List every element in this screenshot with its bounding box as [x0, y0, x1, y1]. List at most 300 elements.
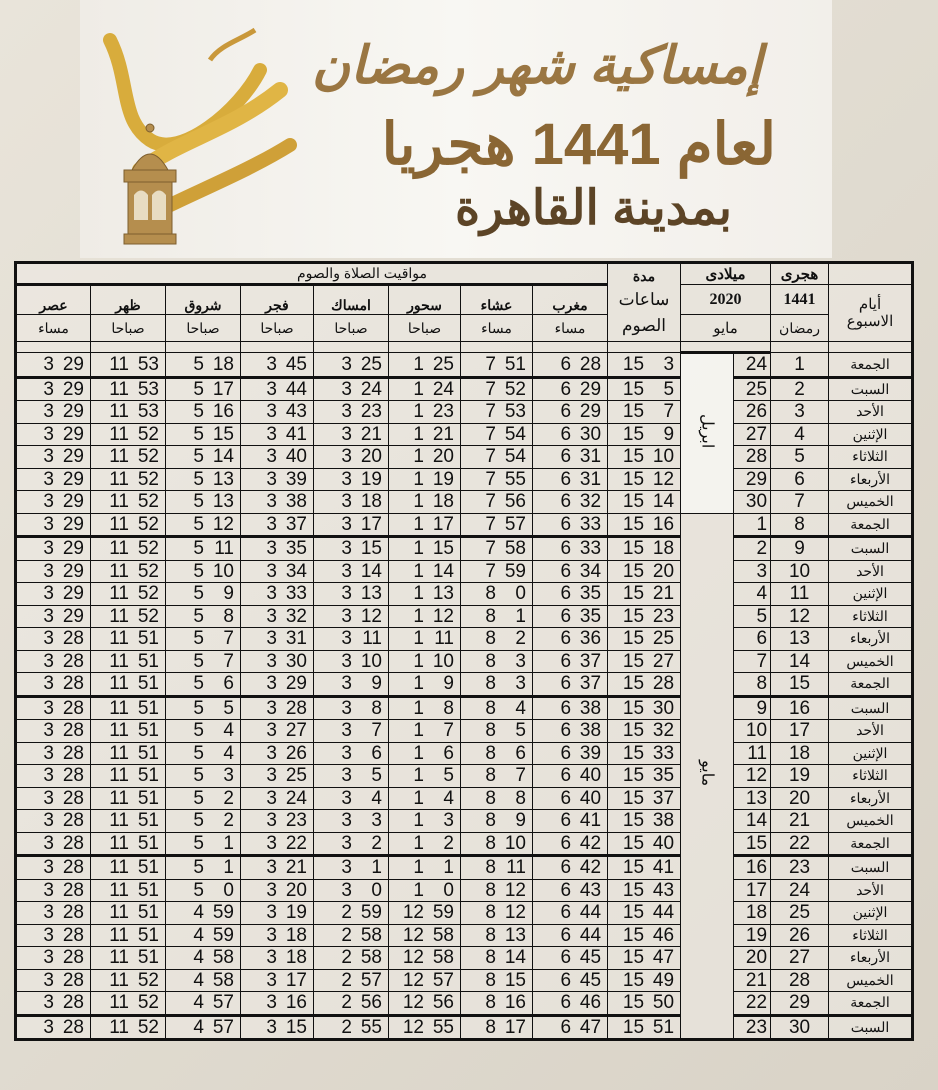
- sunrise-minute: 16: [212, 401, 234, 423]
- isha-hour: 7: [485, 491, 496, 513]
- weekday-header-line1: أيام: [858, 296, 882, 313]
- suhoor-time-cell: [389, 423, 461, 446]
- imsak-hour: 3: [341, 832, 352, 854]
- hijri-day-cell: 14: [771, 650, 829, 673]
- sunrise-hour: 5: [193, 538, 204, 560]
- dhuhr-time-cell: [91, 468, 166, 491]
- isha-hour: 7: [485, 446, 496, 468]
- imsak-hour: 3: [341, 650, 352, 672]
- maghrib-minute: 38: [579, 697, 602, 719]
- maghrib-hour: 6: [560, 560, 572, 582]
- maghrib-hour: 6: [560, 810, 572, 832]
- asr-hour: 3: [43, 902, 54, 924]
- dhuhr-hour: 11: [109, 423, 129, 445]
- fajr-minute: 34: [285, 560, 307, 582]
- maghrib-time-cell: [533, 673, 608, 697]
- isha-hour: 8: [485, 810, 496, 832]
- maghrib-hour: 6: [560, 353, 572, 375]
- suhoor-minute: 17: [432, 513, 454, 535]
- asr-minute: 28: [62, 857, 84, 879]
- imsak-minute: 56: [360, 992, 382, 1014]
- sunrise-time-cell: [166, 787, 241, 810]
- suhoor-time-cell: [389, 513, 461, 537]
- asr-hour: 3: [43, 560, 54, 582]
- isha-time-cell: [461, 947, 533, 970]
- asr-minute: 29: [62, 513, 84, 535]
- fajr-minute: 18: [285, 947, 307, 969]
- maghrib-time-cell: [533, 353, 608, 378]
- dhuhr-time-cell: [91, 1015, 166, 1040]
- imsak-time-cell: [314, 902, 389, 925]
- fajr-header: فجر: [241, 285, 314, 315]
- dhuhr-hour: 11: [109, 650, 129, 672]
- dhuhr-minute: 53: [137, 401, 159, 423]
- weekday-cell: الإثنين: [829, 423, 913, 446]
- maghrib-hour: 6: [560, 583, 572, 605]
- table-row: [16, 377, 913, 401]
- isha-hour: 8: [485, 902, 496, 924]
- fast-minute: 12: [652, 468, 675, 490]
- dhuhr-hour: 11: [109, 1016, 129, 1038]
- sunrise-time-cell: [166, 832, 241, 856]
- fast-minute: 51: [652, 1016, 675, 1038]
- fast-hour: 15: [622, 583, 645, 605]
- maghrib-hour: 6: [560, 491, 572, 513]
- asr-minute: 28: [62, 947, 84, 969]
- imsak-time-cell: [314, 856, 389, 880]
- fajr-hour: 3: [266, 924, 277, 946]
- dhuhr-hour: 11: [109, 902, 129, 924]
- weekday-cell: الخميس: [829, 650, 913, 673]
- dhuhr-minute: 51: [137, 673, 159, 695]
- fajr-sub: صباحا: [241, 315, 314, 342]
- maghrib-time-cell: [533, 787, 608, 810]
- fajr-time-cell: [241, 810, 314, 833]
- gregorian-day-cell: 8: [734, 673, 771, 697]
- suhoor-time-cell: [389, 720, 461, 743]
- gregorian-day-cell: 22: [734, 992, 771, 1016]
- maghrib-hour: 6: [560, 992, 572, 1014]
- fast-time-cell: [608, 696, 681, 720]
- imsak-minute: 10: [360, 650, 382, 672]
- maghrib-hour: 6: [560, 650, 572, 672]
- asr-time-cell: [16, 628, 91, 651]
- fast-hour: 15: [622, 1016, 645, 1038]
- dhuhr-time-cell: [91, 810, 166, 833]
- isha-minute: 58: [504, 538, 526, 560]
- isha-hour: 8: [485, 583, 496, 605]
- maghrib-minute: 31: [579, 446, 602, 468]
- asr-time-cell: [16, 947, 91, 970]
- maghrib-time-cell: [533, 560, 608, 583]
- hijri-year: 1441: [771, 285, 829, 315]
- maghrib-minute: 45: [579, 947, 602, 969]
- suhoor-minute: 56: [432, 992, 454, 1014]
- maghrib-minute: 35: [579, 583, 602, 605]
- dhuhr-time-cell: [91, 377, 166, 401]
- imsak-time-cell: [314, 491, 389, 514]
- weekday-cell: الأربعاء: [829, 787, 913, 810]
- maghrib-time-cell: [533, 423, 608, 446]
- weekday-cell: الثلاثاء: [829, 924, 913, 947]
- imsak-minute: 15: [360, 538, 382, 560]
- fast-time-cell: [608, 902, 681, 925]
- sunrise-hour: 4: [193, 947, 204, 969]
- fast-hour: 15: [622, 879, 645, 901]
- gregorian-day-cell: 11: [734, 742, 771, 765]
- fajr-hour: 3: [266, 947, 277, 969]
- isha-minute: 54: [504, 446, 526, 468]
- fast-minute: 47: [652, 947, 675, 969]
- asr-time-cell: [16, 673, 91, 697]
- gregorian-day-cell: 2: [734, 537, 771, 561]
- fajr-time-cell: [241, 537, 314, 561]
- hijri-day-cell: 29: [771, 992, 829, 1016]
- imsak-hour: 3: [341, 673, 352, 695]
- table-row: [16, 605, 913, 628]
- asr-hour: 3: [43, 947, 54, 969]
- fajr-hour: 3: [266, 832, 277, 854]
- asr-time-cell: [16, 537, 91, 561]
- maghrib-hour: 6: [560, 401, 572, 423]
- sunrise-hour: 5: [193, 605, 204, 627]
- sunrise-hour: 5: [193, 628, 204, 650]
- isha-hour: 8: [485, 673, 496, 695]
- imsak-time-cell: [314, 787, 389, 810]
- hijri-day-cell: 4: [771, 423, 829, 446]
- sunrise-minute: 15: [212, 423, 234, 445]
- weekday-cell: السبت: [829, 377, 913, 401]
- fajr-time-cell: [241, 468, 314, 491]
- imsak-hour: 3: [341, 697, 352, 719]
- sunrise-minute: 57: [212, 1016, 234, 1038]
- sunrise-minute: 59: [212, 902, 234, 924]
- hijri-header: هجرى: [771, 263, 829, 285]
- asr-time-cell: [16, 650, 91, 673]
- isha-minute: 3: [515, 650, 526, 672]
- asr-hour: 3: [43, 468, 54, 490]
- dhuhr-minute: 51: [137, 628, 159, 650]
- table-row: [16, 856, 913, 880]
- sunrise-hour: 5: [193, 765, 204, 787]
- sunrise-time-cell: [166, 947, 241, 970]
- isha-minute: 11: [506, 857, 526, 879]
- suhoor-hour: 1: [413, 491, 424, 513]
- hijri-day-cell: 9: [771, 537, 829, 561]
- isha-minute: 8: [515, 787, 526, 809]
- asr-minute: 28: [62, 902, 84, 924]
- fast-time-cell: [608, 377, 681, 401]
- weekday-cell: الجمعة: [829, 353, 913, 378]
- asr-time-cell: [16, 560, 91, 583]
- sunrise-time-cell: [166, 902, 241, 925]
- asr-time-cell: [16, 401, 91, 424]
- fajr-minute: 26: [285, 742, 307, 764]
- suhoor-time-cell: [389, 377, 461, 401]
- suhoor-hour: 1: [413, 650, 424, 672]
- isha-time-cell: [461, 377, 533, 401]
- fajr-hour: 3: [266, 353, 277, 375]
- dhuhr-hour: 11: [109, 879, 129, 901]
- month-april-text: ابريل: [698, 413, 716, 448]
- asr-time-cell: [16, 491, 91, 514]
- suhoor-time-cell: [389, 628, 461, 651]
- weekday-cell: الثلاثاء: [829, 765, 913, 788]
- weekday-cell: الأربعاء: [829, 628, 913, 651]
- maghrib-minute: 38: [579, 720, 602, 742]
- fajr-minute: 45: [285, 353, 307, 375]
- asr-hour: 3: [43, 992, 54, 1014]
- suhoor-minute: 11: [434, 628, 454, 650]
- hijri-day-cell: 28: [771, 969, 829, 992]
- isha-minute: 6: [515, 742, 526, 764]
- isha-time-cell: [461, 969, 533, 992]
- fajr-time-cell: [241, 491, 314, 514]
- fajr-hour: 3: [266, 673, 277, 695]
- fajr-hour: 3: [266, 446, 277, 468]
- table-row: [16, 583, 913, 606]
- suhoor-hour: 1: [413, 628, 424, 650]
- imsak-time-cell: [314, 832, 389, 856]
- asr-time-cell: [16, 468, 91, 491]
- suhoor-hour: 12: [402, 992, 424, 1014]
- dhuhr-hour: 11: [109, 924, 129, 946]
- fast-minute: 27: [652, 650, 675, 672]
- sunrise-time-cell: [166, 1015, 241, 1040]
- dhuhr-minute: 52: [137, 538, 159, 560]
- fajr-hour: 3: [266, 857, 277, 879]
- imsak-hour: 3: [341, 468, 352, 490]
- fajr-hour: 3: [266, 879, 277, 901]
- maghrib-minute: 34: [579, 560, 602, 582]
- maghrib-minute: 33: [579, 538, 602, 560]
- dhuhr-minute: 51: [137, 765, 159, 787]
- imsak-time-cell: [314, 401, 389, 424]
- fajr-minute: 35: [285, 538, 307, 560]
- fajr-minute: 23: [285, 810, 307, 832]
- sunrise-header: شروق: [166, 285, 241, 315]
- gregorian-day-cell: 5: [734, 605, 771, 628]
- suhoor-hour: 12: [402, 902, 424, 924]
- dhuhr-hour: 11: [109, 353, 129, 375]
- table-row: [16, 1015, 913, 1040]
- fajr-minute: 44: [285, 378, 307, 400]
- fajr-time-cell: [241, 423, 314, 446]
- isha-time-cell: [461, 468, 533, 491]
- asr-minute: 28: [62, 628, 84, 650]
- maghrib-sub: مساء: [533, 315, 608, 342]
- asr-hour: 3: [43, 924, 54, 946]
- isha-minute: 2: [515, 628, 526, 650]
- suhoor-time-cell: [389, 560, 461, 583]
- sunrise-hour: 5: [193, 720, 204, 742]
- suhoor-minute: 3: [443, 810, 454, 832]
- suhoor-minute: 8: [443, 697, 454, 719]
- maghrib-minute: 30: [579, 423, 602, 445]
- gregorian-day-cell: 19: [734, 924, 771, 947]
- asr-minute: 28: [62, 673, 84, 695]
- asr-hour: 3: [43, 583, 54, 605]
- fajr-minute: 29: [285, 673, 307, 695]
- suhoor-time-cell: [389, 947, 461, 970]
- asr-hour: 3: [43, 879, 54, 901]
- dhuhr-time-cell: [91, 560, 166, 583]
- gregorian-day-cell: 9: [734, 696, 771, 720]
- sunrise-time-cell: [166, 401, 241, 424]
- suhoor-time-cell: [389, 696, 461, 720]
- isha-header: عشاء: [461, 285, 533, 315]
- maghrib-time-cell: [533, 1015, 608, 1040]
- isha-minute: 5: [515, 720, 526, 742]
- isha-time-cell: [461, 1015, 533, 1040]
- suhoor-hour: 1: [413, 583, 424, 605]
- dhuhr-hour: 11: [109, 513, 129, 535]
- imsak-hour: 3: [341, 560, 352, 582]
- fast-hour: 15: [622, 810, 645, 832]
- dhuhr-time-cell: [91, 650, 166, 673]
- sunrise-time-cell: [166, 628, 241, 651]
- suhoor-time-cell: [389, 673, 461, 697]
- imsak-minute: 57: [360, 969, 382, 991]
- maghrib-time-cell: [533, 810, 608, 833]
- isha-minute: 0: [515, 583, 526, 605]
- suhoor-hour: 1: [413, 720, 424, 742]
- isha-hour: 8: [485, 605, 496, 627]
- imsak-hour: 3: [341, 446, 352, 468]
- dhuhr-time-cell: [91, 696, 166, 720]
- asr-time-cell: [16, 742, 91, 765]
- asr-minute: 28: [62, 969, 84, 991]
- imsak-hour: 3: [341, 879, 352, 901]
- fast-time-cell: [608, 832, 681, 856]
- maghrib-minute: 29: [579, 378, 602, 400]
- suhoor-hour: 1: [413, 538, 424, 560]
- suhoor-hour: 12: [402, 969, 424, 991]
- maghrib-time-cell: [533, 947, 608, 970]
- hijri-day-cell: 18: [771, 742, 829, 765]
- maghrib-minute: 40: [579, 787, 602, 809]
- asr-minute: 28: [62, 742, 84, 764]
- table-row: [16, 924, 913, 947]
- weekday-cell: الأحد: [829, 401, 913, 424]
- imsak-time-cell: [314, 696, 389, 720]
- isha-minute: 10: [504, 832, 526, 854]
- imsak-time-cell: [314, 765, 389, 788]
- fast-hour: 15: [622, 924, 645, 946]
- fajr-time-cell: [241, 992, 314, 1016]
- gregorian-day-cell: 14: [734, 810, 771, 833]
- asr-hour: 3: [43, 538, 54, 560]
- suhoor-minute: 1: [443, 857, 454, 879]
- weekday-cell: الأربعاء: [829, 947, 913, 970]
- maghrib-hour: 6: [560, 1016, 572, 1038]
- suhoor-hour: 1: [413, 810, 424, 832]
- imsak-minute: 25: [360, 353, 382, 375]
- hijri-day-cell: 2: [771, 377, 829, 401]
- asr-time-cell: [16, 992, 91, 1016]
- sunrise-time-cell: [166, 537, 241, 561]
- sunrise-sub: صباحا: [166, 315, 241, 342]
- sunrise-hour: 5: [193, 583, 204, 605]
- fast-time-cell: [608, 628, 681, 651]
- isha-minute: 3: [515, 673, 526, 695]
- isha-time-cell: [461, 353, 533, 378]
- sunrise-hour: 5: [193, 423, 204, 445]
- imsak-hour: 3: [341, 857, 352, 879]
- month-may-text: مايو: [698, 760, 716, 787]
- fajr-time-cell: [241, 720, 314, 743]
- gregorian-day-cell: 27: [734, 423, 771, 446]
- fast-minute: 16: [652, 513, 675, 535]
- isha-time-cell: [461, 742, 533, 765]
- weekday-cell: الثلاثاء: [829, 446, 913, 469]
- table-row: [16, 537, 913, 561]
- dhuhr-time-cell: [91, 446, 166, 469]
- suhoor-hour: 1: [413, 560, 424, 582]
- sunrise-minute: 2: [223, 787, 234, 809]
- maghrib-time-cell: [533, 468, 608, 491]
- fasting-header-line3: الصوم: [622, 315, 666, 335]
- isha-minute: 51: [504, 353, 526, 375]
- isha-time-cell: [461, 423, 533, 446]
- asr-hour: 3: [43, 720, 54, 742]
- dhuhr-hour: 11: [109, 491, 129, 513]
- sunrise-hour: 5: [193, 673, 204, 695]
- isha-hour: 7: [485, 378, 496, 400]
- maghrib-time-cell: [533, 491, 608, 514]
- suhoor-minute: 25: [432, 353, 454, 375]
- sunrise-time-cell: [166, 446, 241, 469]
- isha-hour: 8: [485, 1016, 496, 1038]
- maghrib-time-cell: [533, 446, 608, 469]
- maghrib-hour: 6: [560, 513, 572, 535]
- fast-time-cell: [608, 353, 681, 378]
- asr-hour: 3: [43, 650, 54, 672]
- fast-minute: 44: [652, 902, 675, 924]
- fajr-time-cell: [241, 742, 314, 765]
- hijri-day-cell: 21: [771, 810, 829, 833]
- fajr-minute: 37: [285, 513, 307, 535]
- dhuhr-time-cell: [91, 353, 166, 378]
- fast-minute: 23: [652, 605, 675, 627]
- dhuhr-minute: 52: [137, 969, 159, 991]
- imsak-minute: 55: [360, 1016, 382, 1038]
- weekday-cell: الخميس: [829, 810, 913, 833]
- asr-header: عصر: [16, 285, 91, 315]
- asr-hour: 3: [43, 1016, 54, 1038]
- fajr-hour: 3: [266, 560, 277, 582]
- isha-hour: 8: [485, 765, 496, 787]
- dhuhr-hour: 11: [109, 673, 129, 695]
- imsak-hour: 2: [341, 969, 352, 991]
- hijri-day-cell: 16: [771, 696, 829, 720]
- maghrib-hour: 6: [560, 832, 572, 854]
- hijri-month: رمضان: [771, 315, 829, 342]
- sunrise-minute: 13: [212, 468, 234, 490]
- hijri-day-cell: 24: [771, 879, 829, 902]
- suhoor-time-cell: [389, 650, 461, 673]
- fajr-minute: 19: [285, 902, 307, 924]
- isha-minute: 12: [504, 902, 526, 924]
- imsak-hour: 3: [341, 810, 352, 832]
- isha-minute: 7: [515, 765, 526, 787]
- fast-minute: 9: [663, 423, 675, 445]
- imsakiya-table: [14, 261, 914, 1041]
- imsak-header: امساك: [314, 285, 389, 315]
- isha-minute: 56: [504, 491, 526, 513]
- hijri-day-cell: 17: [771, 720, 829, 743]
- weekday-cell: الخميس: [829, 969, 913, 992]
